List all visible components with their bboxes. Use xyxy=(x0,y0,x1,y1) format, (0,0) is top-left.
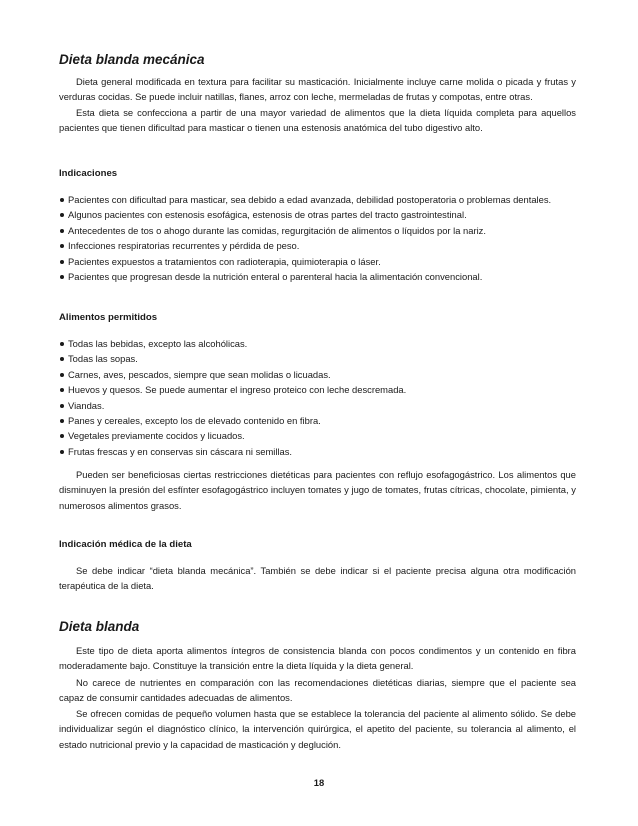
paragraph-comidas: Se ofrecen comidas de pequeño volumen hasta que se establece la tolerancia del paciente al alimento sólido. Se debe individualizar según el diagnóstico clínico, la intervención quirúrgica, el apetito del paciente, su tolerancia al alimento, el estado nutricional previo y la capacidad de masticación y deglución. xyxy=(59,708,576,750)
heading-indicaciones: Indicaciones xyxy=(59,168,118,179)
section-title-dieta-blanda-mecanica: Dieta blanda mecánica xyxy=(59,52,205,67)
list-item: Pacientes con dificultad para masticar, sea debido a edad avanzada, debilidad postoperatoria o problemas dentales. xyxy=(59,192,576,207)
list-item: Todas las bebidas, excepto las alcohólicas. xyxy=(59,336,576,351)
list-item: Frutas frescas y en conservas sin cáscara ni semillas. xyxy=(59,444,576,459)
list-alimentos-permitidos xyxy=(59,336,576,459)
heading-alimentos-permitidos: Alimentos permitidos xyxy=(59,312,158,323)
list-item: Panes y cereales, excepto los de elevado contenido en fibra. xyxy=(59,413,576,428)
list-item: Viandas. xyxy=(59,398,576,413)
heading-indicacion-medica: Indicación médica de la dieta xyxy=(59,539,192,550)
paragraph-confeccion: Esta dieta se confecciona a partir de una mayor variedad de alimentos que la dieta líquida completa para aquellos pacientes que tienen dificultad para masticar o tienen una estenosis anatómica del tubo digestivo alto. xyxy=(59,107,576,134)
list-indicaciones xyxy=(59,192,576,284)
section-title-dieta-blanda: Dieta blanda xyxy=(59,619,140,634)
list-item: Pacientes expuestos a tratamientos con radioterapia, quimioterapia o láser. xyxy=(59,254,576,269)
list-item: Pacientes que progresan desde la nutrición enteral o parenteral hacia la alimentación convencional. xyxy=(59,269,576,284)
list-item: Todas las sopas. xyxy=(59,351,576,366)
list-item: Huevos y quesos. Se puede aumentar el ingreso proteico con leche descremada. xyxy=(59,382,576,397)
paragraph-definicion: Dieta general modificada en textura para facilitar su masticación. Inicialmente incluye carne molida o picada y frutas y verduras cocidas. Se puede incluir natillas, flanes, arroz con leche, mermeladas de frutas y compotas, entre otras. xyxy=(59,76,576,103)
paragraph-indicacion-medica: Se debe indicar “dieta blanda mecánica”. También se debe indicar si el paciente precisa alguna otra modificación terapéutica de la dieta. xyxy=(59,565,576,592)
list-item: Antecedentes de tos o ahogo durante las comidas, regurgitación de alimentos o líquidos por la nariz. xyxy=(59,223,576,238)
list-item: Vegetales previamente cocidos y licuados. xyxy=(59,428,576,443)
list-item: Infecciones respiratorias recurrentes y pérdida de peso. xyxy=(59,238,576,253)
page-number: 18 xyxy=(313,777,325,788)
paragraph-tipo-dieta: Este tipo de dieta aporta alimentos íntegros de consistencia blanda con pocos condimentos y un contenido en fibra moderadamente bajo. Constituye la transición entre la dieta líquida y la dieta general. xyxy=(59,645,576,672)
list-item: Carnes, aves, pescados, siempre que sean molidas o licuadas. xyxy=(59,367,576,382)
paragraph-nutrientes: No carece de nutrientes en comparación con las recomendaciones dietéticas diarias, siempre que el paciente sea capaz de consumir cantidades adecuadas de alimentos. xyxy=(59,677,576,704)
paragraph-reflujo: Pueden ser beneficiosas ciertas restricciones dietéticas para pacientes con reflujo esofagogástrico. Los alimentos que disminuyen la presión del esfínter esofagogástrico incluyen tomates y jugo de tomates, frutas cítricas, chocolate, pimienta, y numerosos alimentos grasos. xyxy=(59,469,576,511)
list-item: Algunos pacientes con estenosis esofágica, estenosis de otras partes del tracto gastrointestinal. xyxy=(59,207,576,222)
